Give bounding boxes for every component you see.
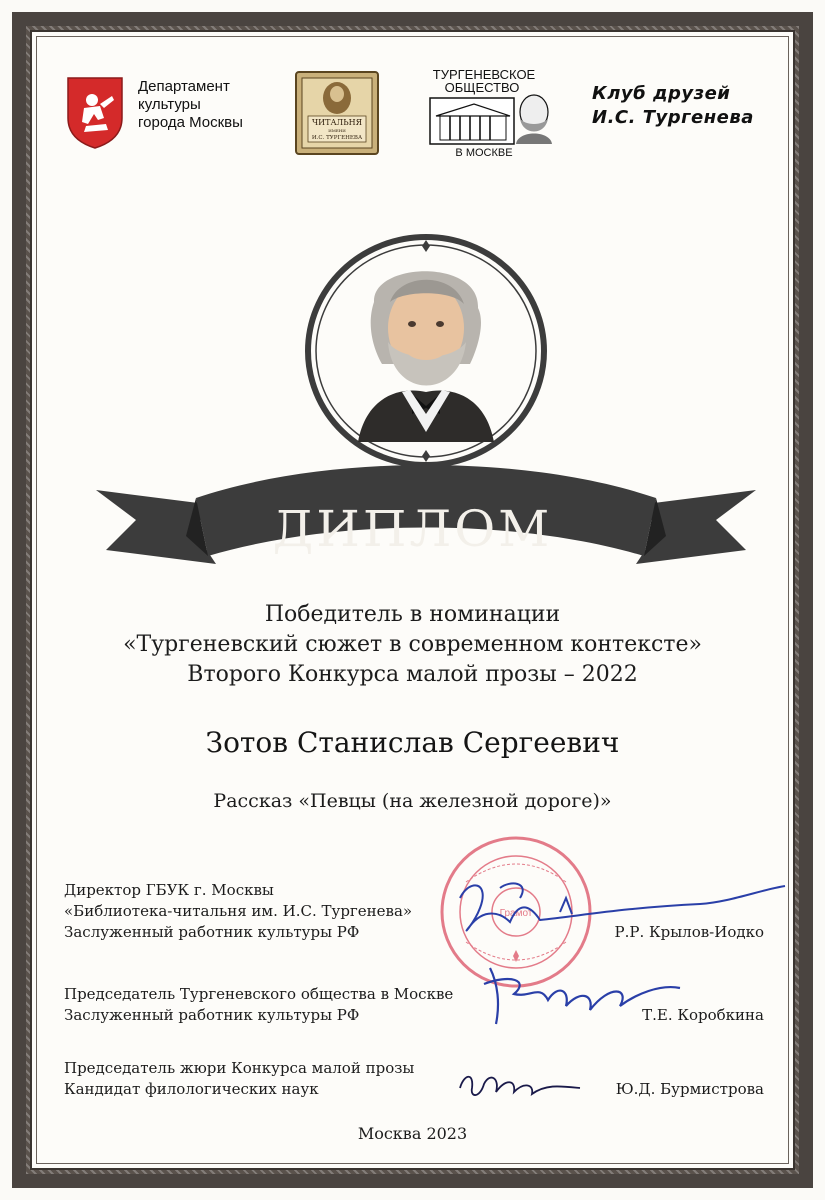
story-title: Рассказ «Певцы (на железной дороге)» <box>213 790 612 812</box>
society-logo-mid: ОБЩЕСТВО <box>444 80 520 95</box>
citation-line: Победитель в номинации <box>264 602 561 627</box>
signature-2 <box>470 954 690 1034</box>
signatory-society-chair: Председатель Тургеневского общества в Москве Заслуженный работник культуры РФ Т.Е. Коробкина <box>64 985 764 1024</box>
society-logo-bottom: В МОСКВЕ <box>455 147 513 158</box>
turgenev-portrait <box>302 232 550 470</box>
citation <box>0 600 825 690</box>
signatory-name: Т.Е. Коробкина <box>642 1006 764 1024</box>
library-logo-line-3: И.С. ТУРГЕНЕВА <box>311 135 363 141</box>
club-name: Клуб друзей И.С. Тургенева <box>592 83 754 128</box>
citation-line: Второго Конкурса малой прозы – 2022 <box>187 662 638 687</box>
citation-line: «Тургеневский сюжет в современном контексте» <box>123 632 702 657</box>
diploma-title: ДИПЛОМ <box>272 500 553 558</box>
signature-1 <box>440 868 790 958</box>
signatory-jury-chair: Председатель жюри Конкурса малой прозы Кандидат филологических наук Ю.Д. Бурмистрова <box>64 1059 764 1098</box>
library-logo-line-1: ЧИТАЛЬНЯ <box>311 118 363 127</box>
signatory-director: Директор ГБУК г. Москвы «Библиотека-читальня им. И.С. Тургенева» Заслуженный работник культуры РФ Р.Р. Крылов-Иодко <box>64 881 764 941</box>
department-name: Департамент культуры города Москвы <box>138 78 243 131</box>
moscow-coat-of-arms-icon <box>64 74 126 150</box>
society-logo-top: ТУРГЕНЕВСКОЕ <box>432 67 536 82</box>
library-logo <box>294 70 380 156</box>
header-logos <box>62 64 772 164</box>
turgenev-society-logo <box>426 66 556 158</box>
signatory-name: Ю.Д. Бурмистрова <box>615 1080 764 1098</box>
signature-3 <box>450 1058 590 1108</box>
winner-name: Зотов Станислав Сергеевич <box>205 726 620 759</box>
library-logo-line-2: ИМЕНИ <box>328 128 346 133</box>
signatory-name: Р.Р. Крылов-Иодко <box>614 923 764 941</box>
stamp-center-text: Грамот <box>499 908 533 919</box>
place-date: Москва 2023 <box>357 1124 468 1143</box>
